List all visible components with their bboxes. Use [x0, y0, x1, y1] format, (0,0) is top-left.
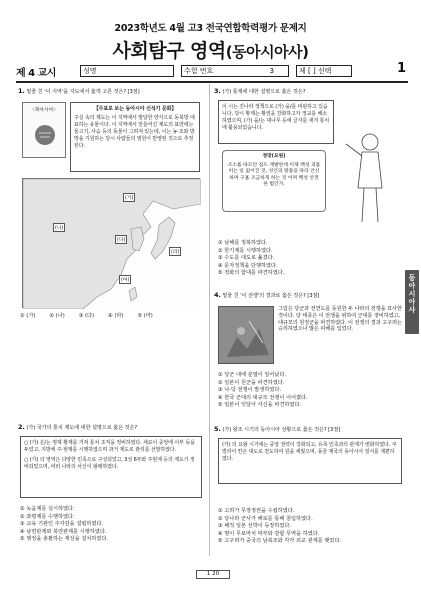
exam-number-label: 수험 번호 [184, 67, 214, 75]
q2-option-5[interactable]: ⑤ 행정을 총괄하는 재상을 설치하였다. [20, 536, 109, 542]
q1-option-2[interactable]: ② (나) [49, 313, 65, 319]
q1-option-5[interactable]: ⑤ (마) [137, 313, 153, 319]
q3-option-2[interactable]: ② 한기제를 시행하였다. [218, 247, 273, 254]
teacher-illustration [340, 128, 398, 226]
book-image [22, 102, 66, 158]
name-label: 성명 [83, 67, 97, 75]
page-number: 1 [396, 61, 406, 76]
column-divider [209, 84, 210, 556]
map-label-na: (나) [53, 223, 65, 232]
question-5-source-box [218, 438, 402, 484]
q5-option-1[interactable]: ① 고려가 무장정권을 수립하였다. [218, 508, 295, 514]
question-5-number: 5. [214, 425, 221, 433]
subject-subtitle: (동아시아사) [225, 43, 309, 61]
question-2 [18, 424, 204, 432]
q2-box-line-2: ○ (가) 의 영역은 다양한 민족으로 구성되었고, 3성 6부와 주현제 등의 제도가 정비되었으며, 여러 나라의 사신이 왕래하였다. [24, 457, 195, 470]
battle-painting [218, 306, 274, 364]
q4-option-3[interactable]: ③ 나·당 전쟁이 발생하였다. [218, 387, 282, 393]
question-3-speech-box [218, 100, 334, 144]
battle-painting-drawing [219, 307, 274, 364]
q5-option-4[interactable]: ④ 명이 무로마치 막부와 감합 무역을 하였다. [218, 530, 320, 537]
question-1-number: 1. [18, 87, 25, 95]
source-box-title: 【무표로 보는 동아시아 신석기 문화】 [93, 106, 177, 112]
info-row [16, 61, 408, 79]
choice-label: 제 [ ] 선택 [299, 67, 332, 75]
exam-header: 2023학년도 4월 고3 전국연합학력평가 문제지 [114, 23, 307, 34]
question-4-stem: 밑줄 친 '이 전쟁'의 결과로 옳은 것은? [3점] [222, 293, 320, 299]
question-3-number: 3. [214, 87, 221, 95]
question-5 [214, 426, 402, 434]
question-1-options [20, 312, 153, 319]
question-1 [18, 88, 204, 96]
map-drawing [23, 179, 201, 309]
q1-option-1[interactable]: ① (가) [20, 313, 36, 319]
question-4 [214, 292, 402, 300]
poem-text: 조소를 따르던 집도 재발한데 이제 백성 괴롭히는 일 없어진 것, 성인의 말씀을 따라 안신하며 구휼 조금하게 하는 것 어찌 백성 안전한 법인가. [227, 162, 321, 187]
q2-option-1[interactable]: ① 녹읍제를 실시하였다. [20, 506, 75, 512]
q4-option-5[interactable]: ⑤ 일본이 잇달아 사신을 파견하였다. [218, 402, 302, 408]
question-1-source-box [70, 102, 200, 172]
page-footer: 1 20 [196, 570, 230, 579]
q2-box-line-1: ○ (가) 은/는 영제 황제를 거쳐 통치 조직을 정비하였다. 새로이 중앙에 이부 등을 두었고, 지방에 주·현제를 시행하였으며 과거 제도로 관리를 선발하였다. [24, 440, 195, 453]
q5-option-3[interactable]: ③ 해적 일본 선박이 등장하였다. [218, 523, 292, 529]
poem-title: 정망(요원) [262, 154, 286, 159]
q4-option-1[interactable]: ① 당군 내에 분열이 일어났다. [218, 372, 287, 378]
book-title: 〈북아시아〉 [29, 108, 59, 113]
q5-option-5[interactable]: ⑤ 고구려가 중국의 남북조와 각각 외교 관계를 맺었다. [218, 538, 342, 544]
question-3-poem-box [222, 150, 326, 212]
source-box-text: 주실 속의 제도는 이 지역에서 발달한 양식으로 동북방 대표하는 유물이다. 이 지역에서 만들어진 제도의 표면에는 둘고기, 사슴 등의 동물이 그려져 있는데, 이는 농 조와 방망을 기원하는 당시 사람들의 염원이 반영된 것으로 추정된다. [74, 115, 195, 149]
question-1-stem: 밑줄 친 '이 지역'을 지도에서 옳게 고른 것은? [3점] [26, 89, 140, 95]
question-4-text: 그림은 당군과 전연도를 동원한 두 나라의 전쟁을 묘사한 것이다. 당 태종은 이 전쟁을 위하여 군대를 정비하였고, 대규모의 원정군을 파견하였다. 이 전쟁의 결과 고구려는 승리하였으나 많은 피해를 입었다. [278, 306, 402, 333]
east-asia-map [22, 178, 200, 308]
artifact-illustration [23, 113, 67, 157]
q3-option-1[interactable]: ① 남해를 정복하였다. [218, 240, 268, 246]
q2-option-3[interactable]: ③ 교육 기관인 주자감을 설립하였다. [20, 521, 104, 527]
question-4-options [218, 372, 308, 410]
q3-option-4[interactable]: ④ 문자정책을 단행하였다. [218, 262, 278, 269]
map-label-da: (다) [115, 235, 127, 244]
question-2-source-box [20, 436, 202, 498]
choice-box [296, 65, 352, 77]
q1-option-4[interactable]: ④ (라) [108, 313, 124, 319]
period-label: 제 4 교시 [16, 68, 56, 79]
q2-option-4[interactable]: ④ 남면관제와 북면관제를 시행하였다. [20, 528, 107, 535]
exam-number-box [181, 65, 289, 77]
question-5-options [218, 508, 341, 546]
q3-option-5[interactable]: ⑤ 정화의 함대를 파견하였다. [218, 270, 285, 276]
map-label-ma: (마) [119, 275, 131, 284]
question-2-options [20, 506, 108, 544]
question-2-number: 2. [18, 423, 25, 431]
question-3-stem: (가) 통제에 대한 설명으로 옳은 것은? [222, 89, 306, 95]
question-2-stem: (가) 국가의 통치 제도에 대한 설명으로 옳은 것은? [26, 425, 138, 431]
question-4-number: 4. [214, 291, 221, 299]
q4-option-2[interactable]: ② 일본이 원군을 파견하였다. [218, 379, 285, 386]
q2-option-2[interactable]: ② 좌평제를 수행하였다. [20, 513, 75, 520]
q1-option-3[interactable]: ③ (다) [78, 313, 95, 319]
question-3 [214, 88, 402, 96]
header-rule [16, 81, 408, 83]
name-box [80, 65, 174, 77]
q3-box-text: 이 시는 진나라 정책으로 (가) 을/를 비판하고 있습니다. 당시 황제는 황권을 강화하고자 정교를 해소하였으며, (가) 을/는 대나무 등에 글자를 새겨 통치에 활용되었습니다. [222, 104, 330, 131]
subject-title-main: 사회탐구 영역 [112, 40, 226, 62]
q5-option-2[interactable]: ② 당나라 군사가 해로를 통해 침입하였다. [218, 515, 313, 522]
q5-box-text: (가) 의 요왕 시기에는 중앙 권력이 강화되고, 유목 민족과의 관계가 변화하였다. 쿠빌라이 칸은 대도로 천도하여 원을 세웠으며, 몽골 제국의 동아시아 질서를 재편하였다. [222, 442, 397, 462]
exam-number-digit: 3 [269, 67, 274, 75]
q4-option-4[interactable]: ④ 한국 군대의 대규모 전쟁이 이어졌다. [218, 394, 308, 401]
q3-option-3[interactable]: ③ 수도를 대도로 옮겼다. [218, 255, 275, 261]
subject-title [0, 36, 421, 63]
question-5-stem: (가) 왕조 시기의 동아시아 상황으로 옳은 것은? [3점] [222, 427, 341, 433]
map-label-ga: (가) [123, 193, 135, 202]
question-3-options [218, 240, 284, 278]
map-label-ra: (라) [169, 247, 181, 256]
subject-side-tab: 동 아 시 아 사 [405, 270, 419, 334]
